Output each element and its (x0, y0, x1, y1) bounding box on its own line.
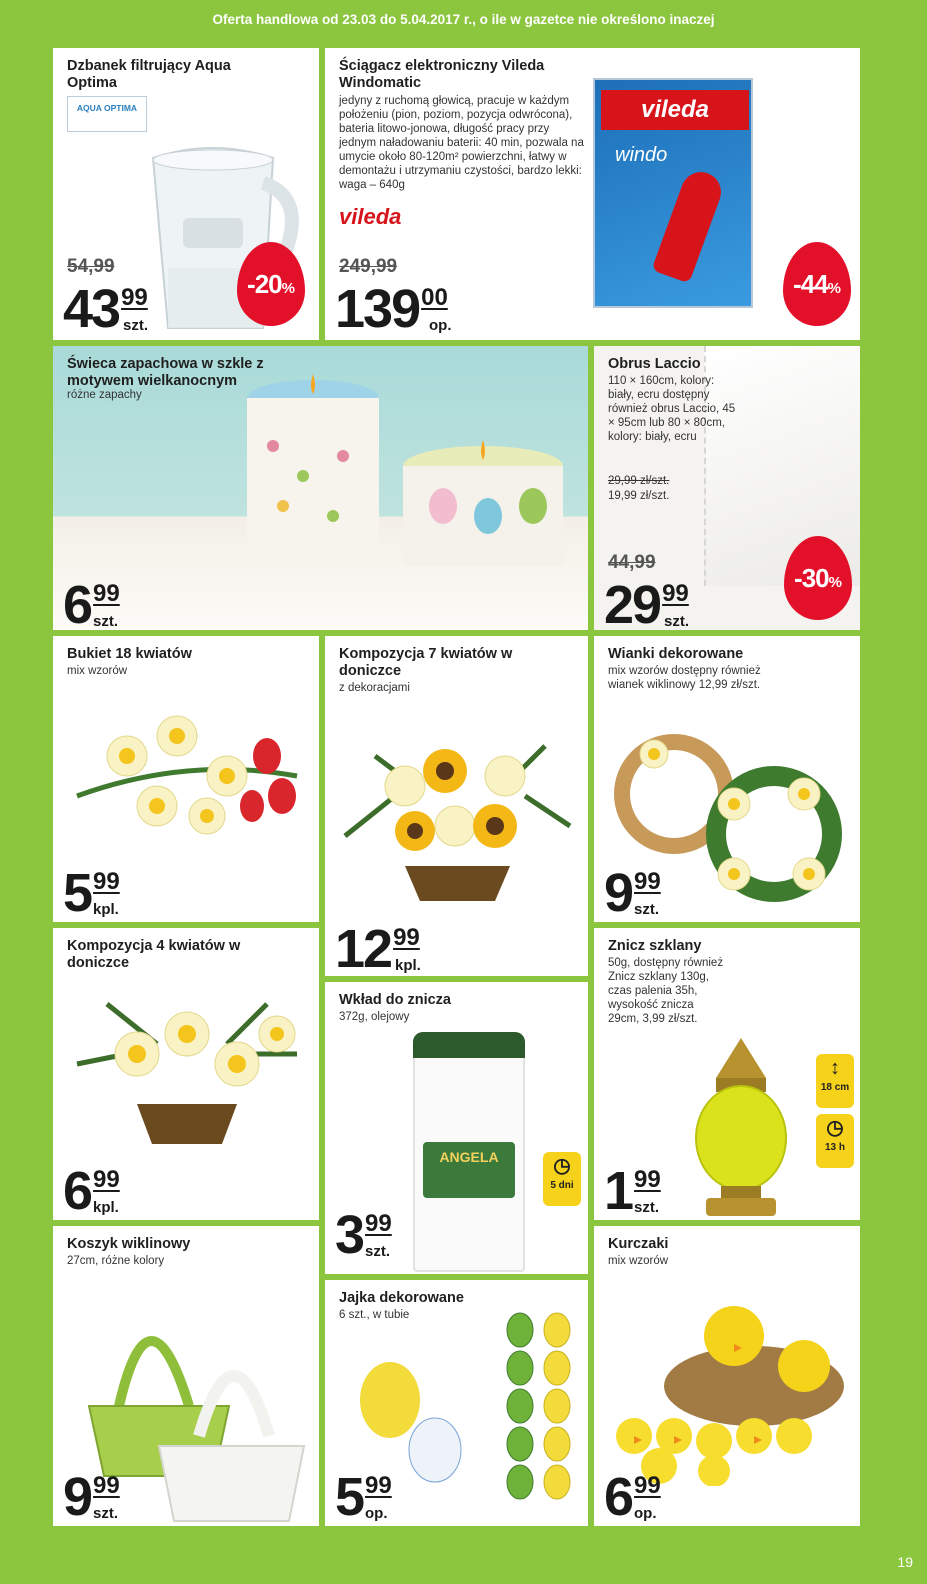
price-decimal: 99 (365, 1210, 392, 1237)
offer-banner: Oferta handlowa od 23.03 do 5.04.2017 r., o ile w gazetce nie określono inaczej (212, 12, 715, 27)
price-integer: 12 (335, 919, 392, 976)
new-small-price: 19,99 zł/szt. (608, 490, 670, 502)
price (63, 575, 120, 630)
price-unit: op. (634, 1505, 657, 1522)
price-unit: kpl. (395, 957, 421, 974)
price-integer: 43 (63, 279, 120, 339)
product-title: Wianki dekorowane (608, 646, 744, 662)
product-title: Kurczaki (608, 1236, 669, 1252)
box-brand: vileda (601, 90, 749, 130)
price-unit: szt. (634, 901, 660, 918)
discount-percent: % (828, 574, 842, 591)
product-title: Kompozycja 7 kwiatów w doniczce (339, 646, 513, 679)
price-unit: szt. (93, 613, 119, 630)
product-tile-kompozycja7[interactable] (325, 636, 588, 976)
price (63, 279, 149, 339)
product-tile-wklad[interactable] (325, 982, 588, 1274)
price-decimal: 99 (662, 580, 689, 607)
product-tile-znicz[interactable] (594, 928, 860, 1220)
burn-time-badge (816, 1114, 854, 1168)
page-number: 19 (897, 1554, 913, 1570)
product-tile-swieca[interactable] (53, 346, 588, 630)
price-integer: 5 (335, 1467, 364, 1526)
product-title: Obrus Laccio (608, 356, 701, 372)
price-integer: 6 (63, 1161, 92, 1220)
discount-value: -20 (247, 269, 282, 299)
product-description: z dekoracjami (339, 682, 410, 694)
clock-icon: ◷ (553, 1155, 571, 1177)
candle-label: ANGELA (423, 1142, 515, 1198)
product-title: Jajka dekorowane (339, 1290, 464, 1306)
product-title: Koszyk wiklinowy (67, 1236, 191, 1252)
product-description: jedyny z ruchomą głowicą, pracuje w każdym położeniu (pion, poziom, pozycja odwrócona), bateria litowo-jonowa, długość pracy przy jednym naładowaniu baterii: 40 min, pozwala na umycie około 80-120m² powierzchni, łatwy w demontażu i utrzymaniu czystości, bardzo lekki: waga – 640g (339, 95, 584, 191)
old-price: 249,99 (339, 256, 398, 277)
vileda-logo: vileda (339, 204, 402, 229)
price (604, 1161, 661, 1220)
product-description: różne zapachy (67, 389, 142, 401)
flower-pot-image (67, 984, 307, 1154)
price-decimal: 99 (634, 868, 661, 895)
price-unit: szt. (123, 317, 149, 334)
price-integer: 6 (63, 575, 92, 630)
product-tile-jajka[interactable] (325, 1280, 588, 1526)
price-unit: kpl. (93, 1199, 119, 1216)
price-decimal: 99 (93, 1472, 120, 1499)
price (604, 863, 661, 922)
price-decimal: 00 (421, 284, 448, 311)
product-tile-koszyk[interactable] (53, 1226, 319, 1526)
price-integer: 9 (63, 1467, 92, 1526)
price-decimal: 99 (93, 868, 120, 895)
product-description: 372g, olejowy (339, 1011, 410, 1023)
price-decimal: 99 (121, 284, 148, 311)
price-integer: 3 (335, 1205, 364, 1265)
product-title: Znicz szklany (608, 938, 702, 954)
price-decimal: 99 (634, 1166, 661, 1193)
price (63, 1161, 120, 1220)
price (604, 575, 690, 630)
discount-value: -44 (793, 269, 828, 299)
old-price: 44,99 (608, 552, 656, 573)
price-integer: 9 (604, 863, 633, 922)
price-unit: op. (365, 1505, 388, 1522)
product-title: Bukiet 18 kwiatów (67, 646, 192, 662)
product-title: Dzbanek filtrujący Aqua Optima (67, 58, 231, 91)
chicks-image (614, 1286, 854, 1486)
price (335, 279, 452, 339)
glass-lantern-image (686, 1038, 796, 1218)
product-tile-obrus[interactable] (594, 346, 860, 630)
candle-insert-image (413, 1032, 525, 1272)
product-title: Ściągacz elektroniczny Vileda Windomatic (339, 58, 545, 91)
product-description: 27cm, różne kolory (67, 1255, 165, 1267)
price-integer: 5 (63, 863, 92, 922)
price (63, 863, 120, 922)
product-description: mix wzorów dostępny również wianek wiklinowy 12,99 zł/szt. (608, 665, 761, 691)
product-description: 6 szt., w tubie (339, 1309, 410, 1321)
box-sub: windo (615, 144, 668, 166)
height-label: 18 cm (820, 1082, 850, 1093)
burn-time-badge (543, 1152, 581, 1206)
device-shape (651, 166, 726, 283)
product-title: Świeca zapachowa w szkle z motywem wielkanocnym (67, 356, 264, 389)
product-tile-dzbanek[interactable] (53, 48, 319, 340)
price-unit: kpl. (93, 901, 119, 918)
price-unit: szt. (365, 1243, 391, 1260)
price-unit: szt. (93, 1505, 119, 1522)
price-decimal: 99 (634, 1472, 661, 1499)
product-description: mix wzorów (67, 665, 128, 677)
product-description: 50g, dostępny również Znicz szklany 130g, czas palenia 35h, wysokość znicza 29cm, 3,99 zł/szt. (608, 957, 724, 1025)
price (335, 1205, 392, 1265)
aqua-optima-logo: AQUA OPTIMA (67, 96, 147, 132)
price-unit: op. (429, 317, 452, 334)
price-unit: szt. (634, 1199, 660, 1216)
window-vacuum-box-image (593, 78, 753, 308)
product-title: Kompozycja 4 kwiatów w doniczce (67, 938, 241, 971)
discount-percent: % (281, 280, 295, 297)
product-tile-kompozycja4[interactable] (53, 928, 319, 1220)
flower-pot-image (335, 716, 580, 906)
discount-badge (783, 242, 851, 326)
clock-icon: ◷ (826, 1117, 844, 1139)
product-tile-bukiet[interactable] (53, 636, 319, 922)
height-badge (816, 1054, 854, 1108)
price-decimal: 99 (93, 1166, 120, 1193)
discount-value: -30 (794, 563, 829, 593)
price-integer: 6 (604, 1467, 633, 1526)
price-integer: 29 (604, 575, 661, 630)
product-tile-kurczaki[interactable] (594, 1226, 860, 1526)
product-description: mix wzorów (608, 1255, 669, 1267)
candle-cap (413, 1032, 525, 1058)
price-decimal: 99 (93, 580, 120, 607)
price-integer: 139 (335, 279, 420, 339)
price (63, 1467, 120, 1526)
height-icon: ↕ (830, 1057, 840, 1079)
burn-time-label: 5 dni (550, 1180, 574, 1191)
candles-image (213, 356, 573, 576)
product-tile-wianki[interactable] (594, 636, 860, 922)
product-description: 110 × 160cm, kolory: biały, ecru dostępny również obrus Laccio, 45 × 95cm lub 80 × 80cm, kolory: biały, ecru (608, 375, 736, 443)
price (604, 1467, 661, 1526)
discount-percent: % (827, 280, 841, 297)
burn-time-label: 13 h (824, 1142, 845, 1153)
product-title: Wkład do znicza (339, 992, 451, 1008)
price (335, 1467, 392, 1526)
old-price: 54,99 (67, 256, 115, 277)
price-decimal: 99 (365, 1472, 392, 1499)
price (335, 919, 421, 976)
old-small-price: 29,99 zł/szt. (608, 475, 670, 487)
product-tile-sciagacz[interactable] (325, 48, 860, 340)
price-integer: 1 (604, 1161, 633, 1220)
price-unit: szt. (664, 613, 690, 630)
price-decimal: 99 (393, 924, 420, 951)
bouquet-image (67, 696, 307, 856)
